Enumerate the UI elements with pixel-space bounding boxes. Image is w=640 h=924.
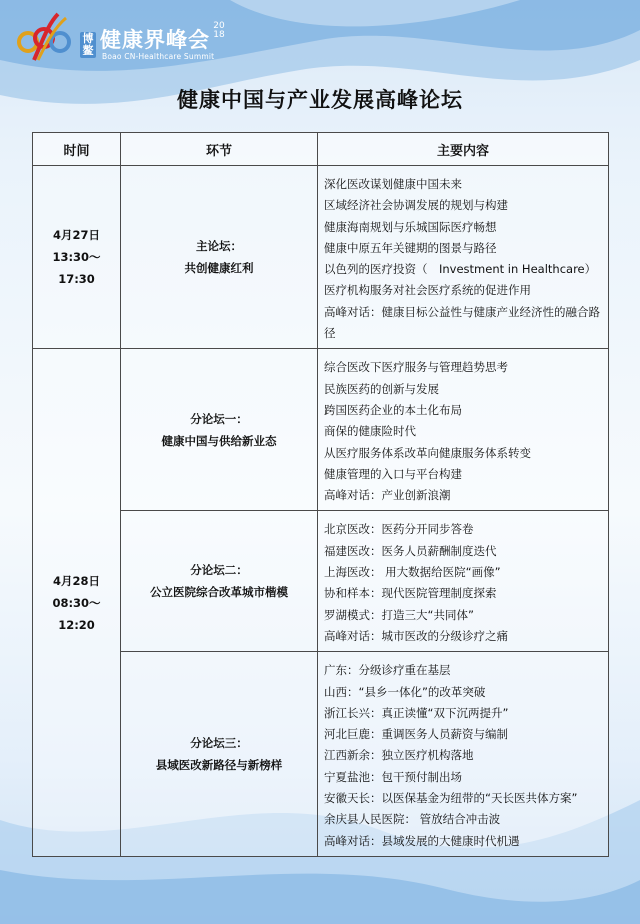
session-subtitle: 健康中国与供给新业态 [161,433,277,448]
content-item: 健康海南规划与乐城国际医疗畅想 [324,219,497,234]
time-cell [33,349,121,857]
session-name: 主论坛： [196,239,242,254]
content-item: 福建医改：医务人员薪酬制度迭代 [324,543,497,558]
content-cell [318,511,609,652]
content-item: 高峰对话：县域发展的大健康时代机遇 [324,833,520,848]
content-item: 宁夏盐池：包干预付制出场 [324,769,462,784]
content-item: 罗湖模式：打造三大“共同体” [324,607,474,622]
session-cell [121,511,318,652]
session-subtitle: 县域医改新路径与新榜样 [155,758,283,773]
logo-title: 健康界峰会 [100,28,210,52]
summit-logo-icon [14,12,76,62]
content-cell [318,349,609,511]
logo-vertical-text: 博鳌 [80,32,96,58]
content-item: 深化医改谋划健康中国未来 [324,177,462,191]
table-row [33,166,609,349]
content-item: 江西新余：独立医疗机构落地 [324,748,474,763]
logo-year: 2018 [213,21,225,40]
table-row [33,349,609,511]
content-item: 浙江长兴：真正读懂“双下沉两提升” [324,705,509,720]
page-title: 健康中国与产业发展高峰论坛 [177,88,463,112]
logo-english-name: Boao CN-Healthcare Summit [102,52,215,61]
date-text: 4月28日 [52,573,100,588]
header-time: 时间 [33,133,121,166]
content-cell [318,652,609,857]
content-item: 安徽天长：以医保基金为纽带的“天长医共体方案” [324,791,578,806]
session-cell [121,166,318,349]
content-item: 医疗机构服务对社会医疗系统的促进作用 [324,283,531,298]
content-item: 健康中原五年关键期的图景与路径 [324,240,497,255]
content-item: 高峰对话：产业创新浪潮 [324,488,451,503]
content-item: 高峰对话：健康目标公益性与健康产业经济性的融合路径 [324,304,600,341]
content-item: 河北巨鹿：重调医务人员薪资与编制 [324,727,508,742]
time-cell [33,166,121,349]
content-item: 商保的健康险时代 [324,424,416,439]
content-item: 余庆县人民医院： 管放结合冲击波 [324,812,501,827]
content-item: 从医疗服务体系改革向健康服务体系转变 [324,445,531,460]
content-item: 民族医药的创新与发展 [324,381,439,396]
time-range: 08:30～12:20 [52,595,101,632]
session-cell [121,349,318,511]
content-item: 协和样本：现代医院管理制度探索 [324,586,497,601]
session-subtitle: 公立医院综合改革城市楷模 [150,585,288,600]
session-name: 分论坛二： [190,563,248,578]
session-name: 分论坛三： [190,736,248,751]
content-item: 综合医改下医疗服务与管理趋势思考 [324,360,508,375]
content-item: 广东：分级诊疗重在基层 [324,663,451,678]
agenda-table [32,132,609,857]
date-text: 4月27日 [52,228,100,243]
content-item: 跨国医药企业的本土化布局 [324,402,462,417]
time-range: 13:30～17:30 [52,250,101,287]
content-item: 山西：“县乡一体化”的改革突破 [324,684,486,699]
content-item: 健康管理的入口与平台构建 [324,466,462,481]
session-name: 分论坛一： [190,411,248,426]
content-item: 区域经济社会协调发展的规划与构建 [324,198,508,213]
session-subtitle: 共创健康红利 [184,261,254,276]
table-header-row [33,133,609,166]
content-item: 高峰对话：城市医改的分级诊疗之痛 [324,628,508,643]
header-content: 主要内容 [318,133,609,166]
header-session: 环节 [121,133,318,166]
content-cell [318,166,609,349]
content-item: 上海医改： 用大数据给医院“画像” [324,565,501,580]
session-cell [121,652,318,857]
content-item: 以色列的医疗投资（ Investment in Healthcare） [324,262,597,277]
content-item: 北京医改：医药分开同步答卷 [324,522,474,537]
